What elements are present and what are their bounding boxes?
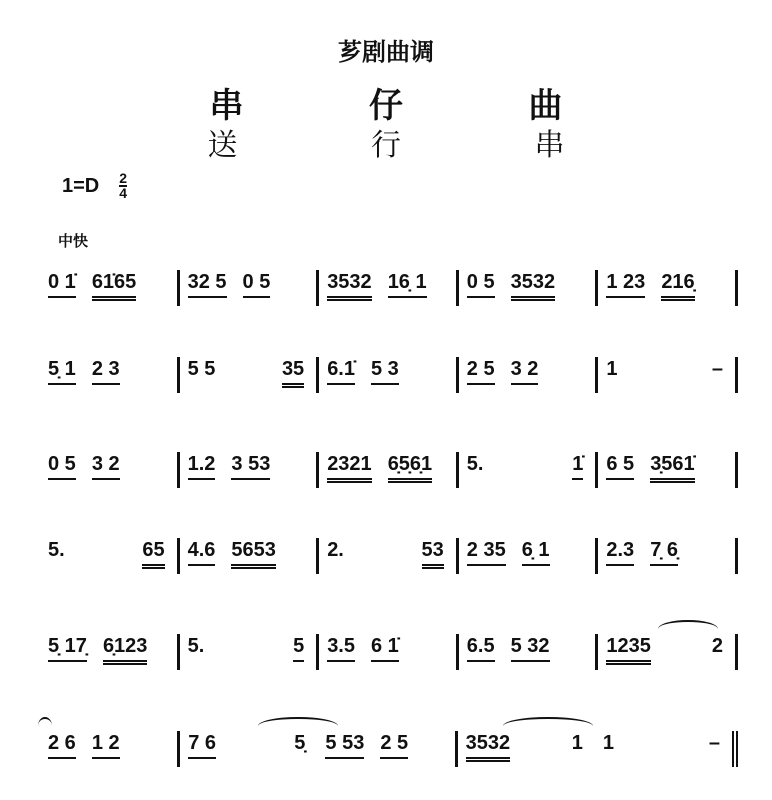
note-group: 1 [571, 732, 583, 754]
key-signature [62, 172, 127, 200]
note-group: 35 [282, 357, 304, 388]
note-group: 6 1̇ [371, 634, 399, 662]
measure [319, 452, 459, 488]
time-signature [119, 172, 127, 200]
note-group: 2. [327, 539, 344, 561]
note-group: 4.6 [188, 538, 216, 566]
song-title: 串 仔 曲 [209, 87, 621, 125]
score-line [48, 538, 738, 578]
note-group: 5̣ 17̣ [48, 634, 87, 662]
note-group: 3̣561̇ [650, 452, 695, 483]
note-group: 16̣ 1 [388, 270, 427, 298]
note-group: 0 1̇ [48, 270, 76, 298]
measure [48, 731, 180, 767]
note-group: 216̣ [661, 270, 694, 301]
measure [48, 357, 180, 393]
measure [598, 634, 738, 670]
score-line [48, 270, 738, 310]
note-group: 3 2 [511, 357, 539, 385]
note-group: 1 23 [606, 270, 645, 298]
score-line [48, 634, 738, 674]
note-group: 5. [48, 539, 65, 561]
measure [598, 357, 738, 393]
note-group: 6̣ 1 [522, 538, 550, 566]
note-group: 0 5 [243, 270, 271, 298]
note-group: 1̇ [572, 452, 583, 480]
note-group: 3.5 [327, 634, 355, 662]
note-group: 6.5 [467, 634, 495, 662]
time-top: 2 [119, 170, 128, 186]
note-group: 1.2 [188, 452, 216, 480]
measure [459, 634, 599, 670]
note-group: 0 5 [48, 452, 76, 480]
key-label: 1=D [62, 174, 100, 197]
note-group: 61̇65 [92, 270, 137, 301]
measure [180, 452, 320, 488]
note-group: 5 53 [325, 731, 364, 759]
measure [180, 538, 320, 574]
measure [317, 731, 457, 767]
measure [459, 357, 599, 393]
score-line [48, 452, 738, 492]
measure [595, 731, 738, 767]
note-group: 6̣5̣6̣1 [388, 452, 433, 483]
measure [180, 634, 320, 670]
song-subtitle: 送 行 串 [207, 128, 627, 163]
note-group: 1 2 [92, 731, 120, 759]
measure [180, 731, 317, 767]
score-line [48, 357, 738, 397]
measure [598, 270, 738, 306]
time-bottom: 4 [119, 185, 128, 201]
note-group: 2.3 [606, 538, 634, 566]
measure [48, 452, 180, 488]
note-group: 1235 [606, 634, 651, 665]
note-group: 5. [187, 635, 205, 657]
note-group: 1 [602, 732, 614, 754]
note-group: 5 [293, 634, 304, 662]
measure [598, 538, 738, 574]
measure [598, 452, 738, 488]
note-group: 2 [711, 635, 723, 657]
note-group: 6̣123 [103, 634, 148, 665]
genre-heading: 芗剧曲调 [338, 39, 434, 66]
measure [459, 538, 599, 574]
tie-slur [658, 620, 718, 638]
note-group: 2 5 [467, 357, 495, 385]
note-group: 2 5 [380, 731, 408, 759]
measure [48, 634, 180, 670]
score-line [48, 731, 738, 771]
note-group: 3532 [466, 731, 511, 762]
note-group: 7 6 [188, 731, 216, 759]
measure [459, 452, 599, 488]
measure [458, 731, 595, 767]
note-group: 0 5 [467, 270, 495, 298]
measure [319, 270, 459, 306]
measure [459, 270, 599, 306]
note-group: 3 2 [92, 452, 120, 480]
note-group: 5̣ 1 [48, 357, 76, 385]
note-group: 3532 [511, 270, 556, 301]
measure [319, 538, 459, 574]
note-group: – [708, 732, 721, 754]
tie-slur [503, 717, 593, 735]
note-group: 3532 [327, 270, 372, 301]
note-group: 5. [466, 453, 484, 475]
note-group: 5 32 [511, 634, 550, 662]
note-group: 5̣ [294, 732, 306, 754]
note-group: 6 5 [606, 452, 634, 480]
tie-slur [258, 717, 338, 735]
note-group: 5653 [231, 538, 276, 569]
measure [180, 357, 320, 393]
note-group: – [711, 358, 723, 380]
note-group: 1 [606, 358, 618, 380]
note-group: 2321 [327, 452, 372, 483]
measure [48, 270, 180, 306]
note-group: 5 3 [371, 357, 399, 385]
tie-slur [38, 717, 52, 735]
measure [180, 270, 320, 306]
note-group: 3 53 [231, 452, 270, 480]
measure [319, 357, 459, 393]
note-group: 2 6 [48, 731, 76, 759]
tempo-marking: 中快 [58, 233, 89, 250]
note-group: 7̣ 6̣ [650, 538, 678, 566]
note-group: 2 3 [92, 357, 120, 385]
note-group: 6.1̇ [327, 357, 355, 385]
measure [48, 538, 180, 574]
note-group: 2 35 [467, 538, 506, 566]
note-group: 32 5 [188, 270, 227, 298]
note-group: 5 5 [187, 358, 216, 380]
note-group: 65 [142, 538, 164, 569]
measure [319, 634, 459, 670]
note-group: 53 [422, 538, 444, 569]
